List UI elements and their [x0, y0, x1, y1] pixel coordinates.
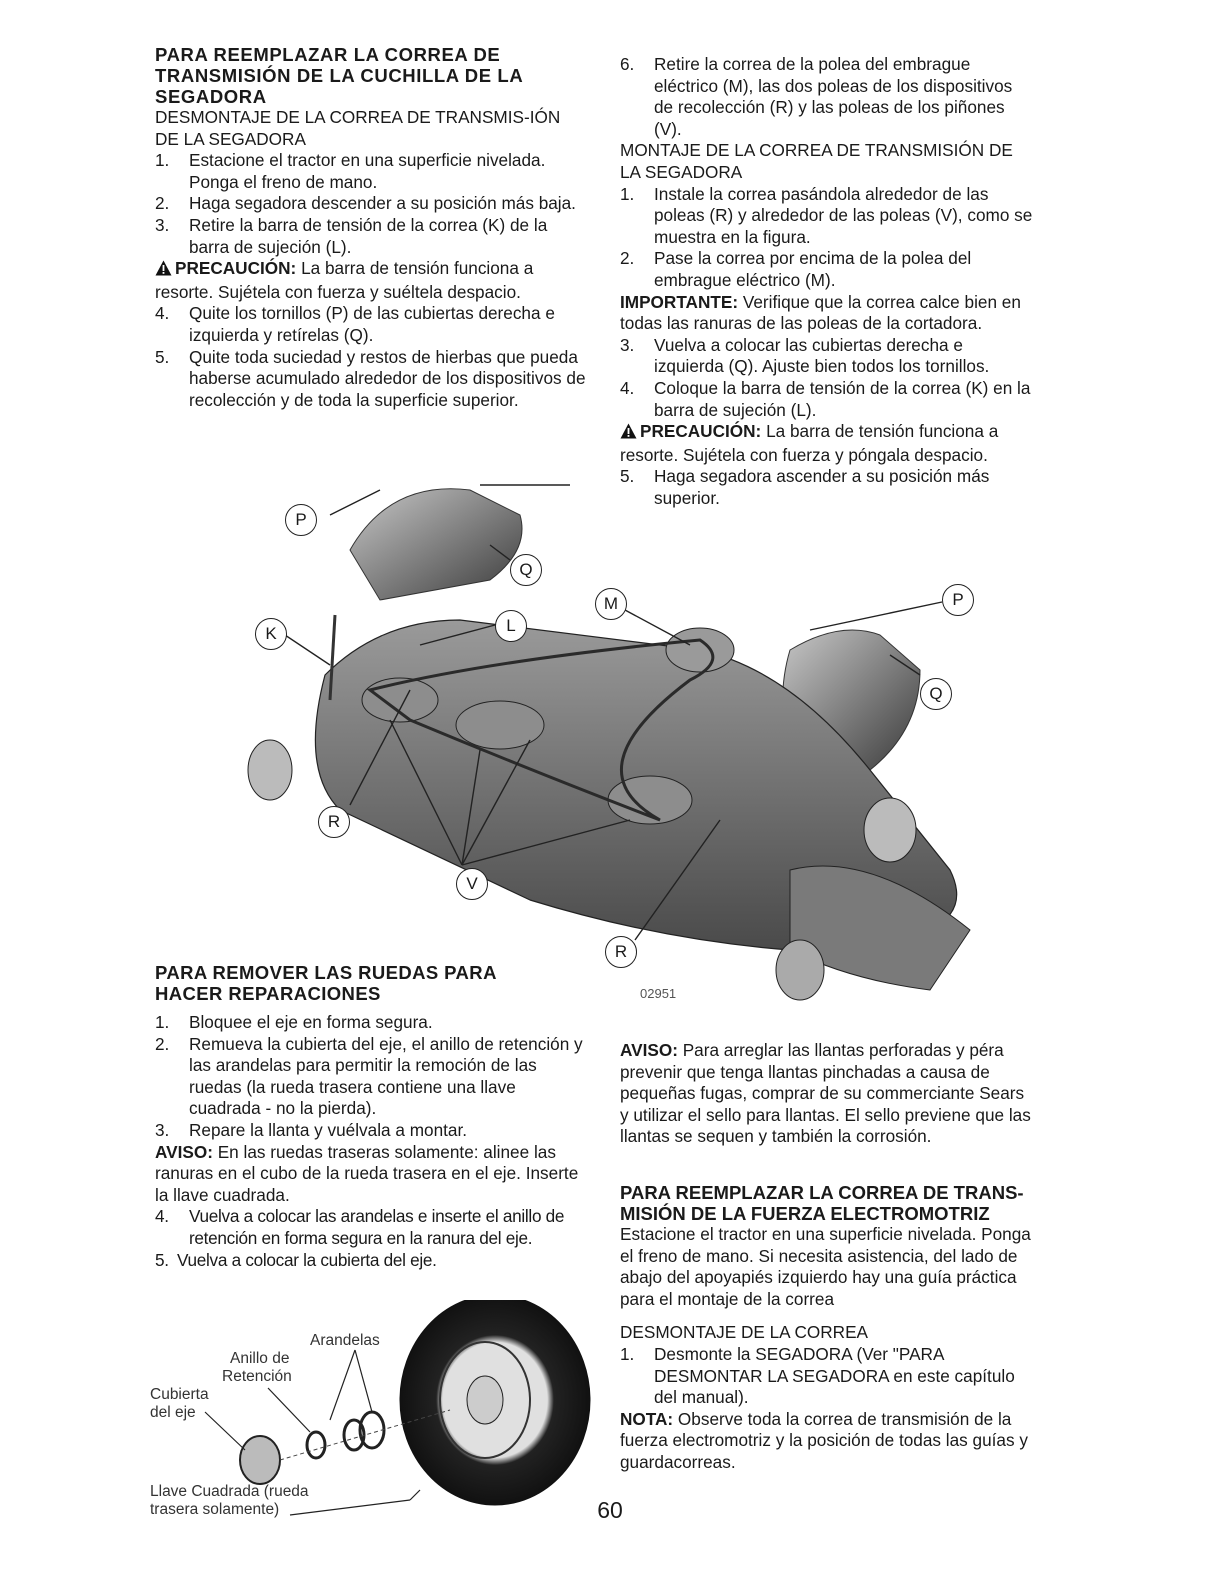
callout-q-right: Q — [920, 678, 952, 710]
figure-code: 02951 — [640, 986, 677, 1001]
step-text: Retire la barra de tensión de la correa (K) de la barra de sujeción (L). — [189, 214, 548, 257]
callout-k: K — [255, 618, 287, 650]
step-number: 3. — [155, 214, 170, 235]
step-number: 5. — [620, 466, 635, 487]
section-title-reemplazar-cuchilla — [155, 44, 587, 107]
steps-list-step6 — [620, 54, 1036, 140]
step-text: Bloquee el eje en forma segura. — [189, 1012, 433, 1032]
caution-label: PRECAUCIÓN: — [175, 258, 297, 279]
callout-r-bottom: R — [605, 936, 637, 968]
step-text: Pase la correa por encima de la polea del embrague eléctrico (M). — [654, 248, 972, 290]
pulley-1 — [362, 678, 438, 722]
step-number: 1. — [155, 1012, 170, 1032]
wheel-figure — [150, 1300, 600, 1525]
step-number: 5. — [155, 1249, 169, 1270]
step-text: Retire la correa de la polea del embrague eléctrico (M), las dos poleas de los dispositivos de recolección (R) y las poleas de los piñones (V). — [654, 54, 1013, 139]
list-item — [620, 248, 1036, 291]
step-number: 4. — [155, 303, 170, 324]
list-item — [155, 1250, 587, 1272]
caution-text: La barra de tensión funciona a resorte. Sujétela con fuerza y suéltela despacio. — [155, 258, 534, 302]
aviso-text: En las ruedas traseras solamente: alinee las ranuras en el cubo de la rueda trasera en el eje. Inserte la llave cuadrada. — [155, 1141, 579, 1205]
steps-list-transmision — [620, 1344, 1036, 1409]
step-text: Vuelva a colocar las arandelas e inserte el anillo de retención en forma segura en la ranura del eje. — [189, 1206, 565, 1248]
subheading-desmontaje: DESMONTAJE DE LA CORREA DE TRANSMIS-IÓN DE LA SEGADORA — [155, 107, 561, 149]
clutch-pulley — [666, 628, 734, 672]
aviso-note-left — [155, 1142, 587, 1207]
warning-triangle-icon — [620, 423, 637, 445]
wheel-left — [248, 740, 292, 800]
title-line-1: PARA REEMPLAZAR LA CORREA DE — [155, 44, 501, 65]
step-text: Haga segadora descender a su posición más baja. — [189, 193, 576, 214]
remover-ruedas-section — [155, 962, 587, 1271]
callout-r-left: R — [318, 806, 350, 838]
list-item — [620, 184, 1036, 249]
reemplazar-correa-fuerza-section — [620, 1182, 1036, 1474]
steps-list-remover-a — [155, 1012, 587, 1142]
list-item — [620, 54, 1036, 140]
step-text: Estacione el tractor en una superficie nivelada. Ponga el freno de mano. — [189, 150, 546, 192]
steps-list-montaje-a — [620, 184, 1036, 292]
warning-triangle-icon — [155, 260, 172, 282]
title-line-3: SEGADORA — [155, 86, 267, 107]
list-item — [155, 193, 587, 215]
section-title-remover — [155, 962, 587, 1004]
aviso-label: AVISO: — [155, 1141, 213, 1162]
step-number: 4. — [620, 377, 635, 398]
hub — [467, 1376, 503, 1424]
title-line-2: MISIÓN DE LA FUERZA ELECTROMOTRIZ — [620, 1203, 990, 1224]
caution-note-left — [155, 258, 587, 303]
list-item — [155, 1120, 587, 1142]
nota-text: Observe toda la correa de transmisión de la fuerza electromotriz y la posición de todas las guías y guardacorreas. — [620, 1408, 1028, 1472]
subheading-montaje: MONTAJE DE LA CORREA DE TRANSMISIÓN DE LA SEGADORA — [620, 140, 1013, 182]
important-note — [620, 292, 1036, 335]
title-line-2: TRANSMISIÓN DE LA CUCHILLA DE LA — [155, 65, 524, 86]
step-number: 4. — [155, 1206, 169, 1227]
nota-label: NOTA: — [620, 1408, 674, 1429]
aviso-label: AVISO: — [620, 1040, 678, 1060]
intro-text: Estacione el tractor en una superficie nivelada. Ponga el freno de mano. Si necesita asistencia, del lado de abajo del apoyapiés izquierdo hay una guía práctica para el montaje de la correa — [620, 1224, 1031, 1309]
steps-list-desmontaje-a — [155, 150, 587, 258]
callout-p-left: P — [285, 504, 317, 536]
title-line-2: HACER REPARACIONES — [155, 983, 381, 1004]
list-item — [620, 1344, 1036, 1409]
step-text: Instale la correa pasándola alrededor de las poleas (R) y alrededor de las poleas (V), como se muestra en la figura. — [654, 183, 1033, 247]
steps-list-montaje-b — [620, 335, 1036, 421]
label-anillo-1: Anillo de — [230, 1350, 290, 1367]
aviso-note-right — [620, 1040, 1036, 1148]
step-number: 6. — [620, 54, 635, 74]
step-number: 2. — [155, 1033, 170, 1054]
step-text: Quite los tornillos (P) de las cubiertas derecha e izquierda y retírelas (Q). — [189, 303, 555, 345]
step-number: 3. — [155, 1119, 170, 1140]
label-cubierta-2: del eje — [150, 1404, 196, 1421]
axle-cap — [240, 1436, 280, 1484]
step-text: Vuelva a colocar la cubierta del eje. — [177, 1249, 437, 1270]
steps-list-remover-b — [155, 1206, 587, 1271]
step-number: 1. — [620, 1343, 635, 1364]
right-column — [620, 54, 1036, 509]
callout-l: L — [495, 610, 527, 642]
list-item — [155, 150, 587, 193]
step-text: Vuelva a colocar las cubiertas derecha e izquierda (Q). Ajuste bien todos los tornillos. — [654, 334, 990, 377]
callout-p-right: P — [942, 584, 974, 616]
step-text: Haga segadora ascender a su posición más superior. — [654, 466, 990, 508]
steps-list-desmontaje-b — [155, 303, 587, 411]
list-item — [620, 335, 1036, 378]
caution-label: PRECAUCIÓN: — [640, 421, 762, 442]
section-title-transmision — [620, 1182, 1036, 1224]
label-llave-1: Llave Cuadrada (rueda — [150, 1483, 309, 1500]
label-llave-2: trasera solamente) — [150, 1501, 280, 1518]
left-column — [155, 44, 587, 411]
caution-text: La barra de tensión funciona a resorte. Sujétela con fuerza y póngala despacio. — [620, 421, 999, 465]
list-item — [155, 347, 587, 412]
title-line-1: PARA REEMPLAZAR LA CORREA DE TRANS- — [620, 1182, 1024, 1203]
left-cover-shape — [350, 489, 522, 600]
nota-note — [620, 1409, 1036, 1474]
list-item — [155, 1206, 587, 1249]
aviso-llantas-section — [620, 1040, 1036, 1148]
pulley-2 — [456, 701, 544, 749]
callout-v: V — [456, 868, 488, 900]
label-anillo-2: Retención — [222, 1368, 292, 1385]
callout-m: M — [595, 588, 627, 620]
aviso-text: Para arreglar las llantas perforadas y péra prevenir que tenga llantas pinchadas a causa de pequeñas fugas, comprar de su commerciante Sears y utilizar el sello para llantas. El sello previene que las llantas se sequen y también la corrosión. — [620, 1040, 1031, 1147]
important-text: Verifique que la correa calce bien en todas las ranuras de las poleas de la cortadora. — [620, 291, 1021, 334]
list-item — [155, 303, 587, 346]
step-number: 3. — [620, 334, 635, 355]
step-number: 5. — [155, 346, 170, 367]
step-text: Remueva la cubierta del eje, el anillo de retención y las arandelas para permitir la remoción de las ruedas (la rueda trasera contiene una llave cuadrada - no la pierda). — [189, 1033, 583, 1119]
step-text: Quite toda suciedad y restos de hierbas que pueda haberse acumulado alrededor de los dispositivos de recolección y de toda la superficie superior. — [189, 346, 586, 410]
list-item — [155, 1012, 587, 1034]
title-line-1: PARA REMOVER LAS RUEDAS PARA — [155, 962, 497, 983]
step-number: 2. — [620, 248, 635, 269]
label-cubierta-1: Cubierta — [150, 1386, 209, 1403]
list-item — [155, 215, 587, 258]
retaining-ring — [307, 1432, 325, 1458]
list-item — [620, 378, 1036, 421]
step-number: 1. — [620, 183, 635, 204]
step-number: 2. — [155, 193, 170, 214]
subheading-desmontaje-correa: DESMONTAJE DE LA CORREA — [620, 1322, 868, 1343]
callout-q-left: Q — [510, 554, 542, 586]
label-arandelas: Arandelas — [310, 1332, 380, 1349]
list-item — [155, 1034, 587, 1120]
step-text: Desmonte la SEGADORA (Ver "PARA DESMONTAR LA SEGADORA en este capítulo del manual). — [654, 1343, 1015, 1408]
step-number: 1. — [155, 150, 170, 171]
caution-note-right — [620, 421, 1036, 466]
wheel-right — [864, 798, 916, 862]
important-label: IMPORTANTE: — [620, 291, 739, 312]
wheel-front — [776, 940, 824, 1000]
step-text: Repare la llanta y vuélvala a montar. — [189, 1119, 468, 1140]
page-number: 60 — [597, 1497, 623, 1523]
step-text: Coloque la barra de tensión de la correa (K) en la barra de sujeción (L). — [654, 377, 1031, 420]
